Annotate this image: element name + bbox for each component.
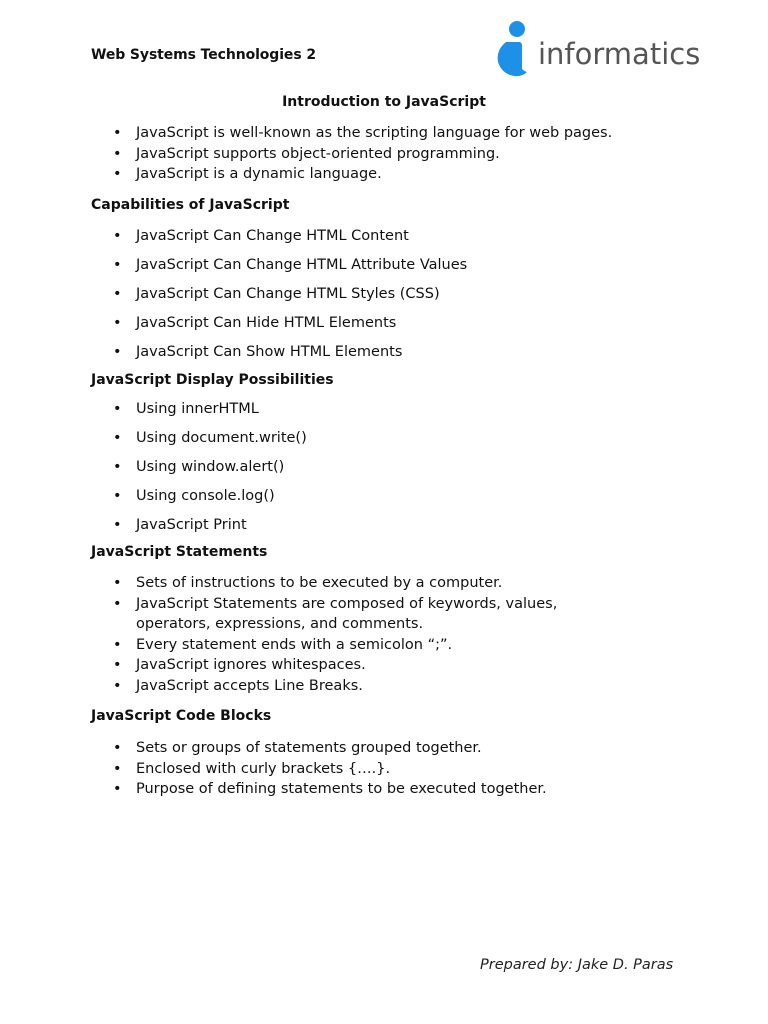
document-title: Introduction to JavaScript xyxy=(282,94,486,110)
informatics-logo xyxy=(494,20,724,80)
list-item: • Enclosed with curly brackets {….}. xyxy=(91,759,691,780)
capabilities-list xyxy=(91,226,691,371)
list-item: • JavaScript Statements are composed of keywords, values, operators, expressions, and comments. xyxy=(91,594,631,635)
list-item: • Using document.write() xyxy=(91,428,691,449)
list-item: • JavaScript ignores whitespaces. xyxy=(91,655,631,676)
list-item: • Using window.alert() xyxy=(91,457,691,478)
course-title: Web Systems Technologies 2 xyxy=(91,47,316,63)
list-item: • Every statement ends with a semicolon “;”. xyxy=(91,635,631,656)
intro-list xyxy=(91,123,691,185)
logo-dot-icon xyxy=(509,21,525,37)
list-item: • JavaScript is well-known as the scripting language for web pages. xyxy=(91,123,691,144)
list-item: • JavaScript is a dynamic language. xyxy=(91,164,691,185)
section-heading-display: JavaScript Display Possibilities xyxy=(91,372,334,388)
list-item: • JavaScript Can Change HTML Content xyxy=(91,226,691,247)
list-item: • JavaScript supports object-oriented programming. xyxy=(91,144,691,165)
list-item: • Sets or groups of statements grouped together. xyxy=(91,738,691,759)
list-item: • Using innerHTML xyxy=(91,399,691,420)
list-item: • Sets of instructions to be executed by a computer. xyxy=(91,573,631,594)
section-heading-capabilities: Capabilities of JavaScript xyxy=(91,197,290,213)
section-heading-statements: JavaScript Statements xyxy=(91,544,268,560)
code-blocks-list xyxy=(91,738,691,800)
list-item: • Purpose of defining statements to be executed together. xyxy=(91,779,691,800)
list-item: • JavaScript accepts Line Breaks. xyxy=(91,676,631,697)
list-item: • JavaScript Can Show HTML Elements xyxy=(91,342,691,363)
section-heading-code-blocks: JavaScript Code Blocks xyxy=(91,708,272,724)
list-item: • JavaScript Can Change HTML Styles (CSS) xyxy=(91,284,691,305)
statements-list xyxy=(91,573,631,696)
list-item: • JavaScript Can Hide HTML Elements xyxy=(91,313,691,334)
list-item: • Using console.log() xyxy=(91,486,691,507)
display-list xyxy=(91,399,691,544)
prepared-by: Prepared by: Jake D. Paras xyxy=(480,957,674,973)
list-item: • JavaScript Print xyxy=(91,515,691,536)
logo-text: informatics xyxy=(538,37,701,71)
list-item: • JavaScript Can Change HTML Attribute Values xyxy=(91,255,691,276)
